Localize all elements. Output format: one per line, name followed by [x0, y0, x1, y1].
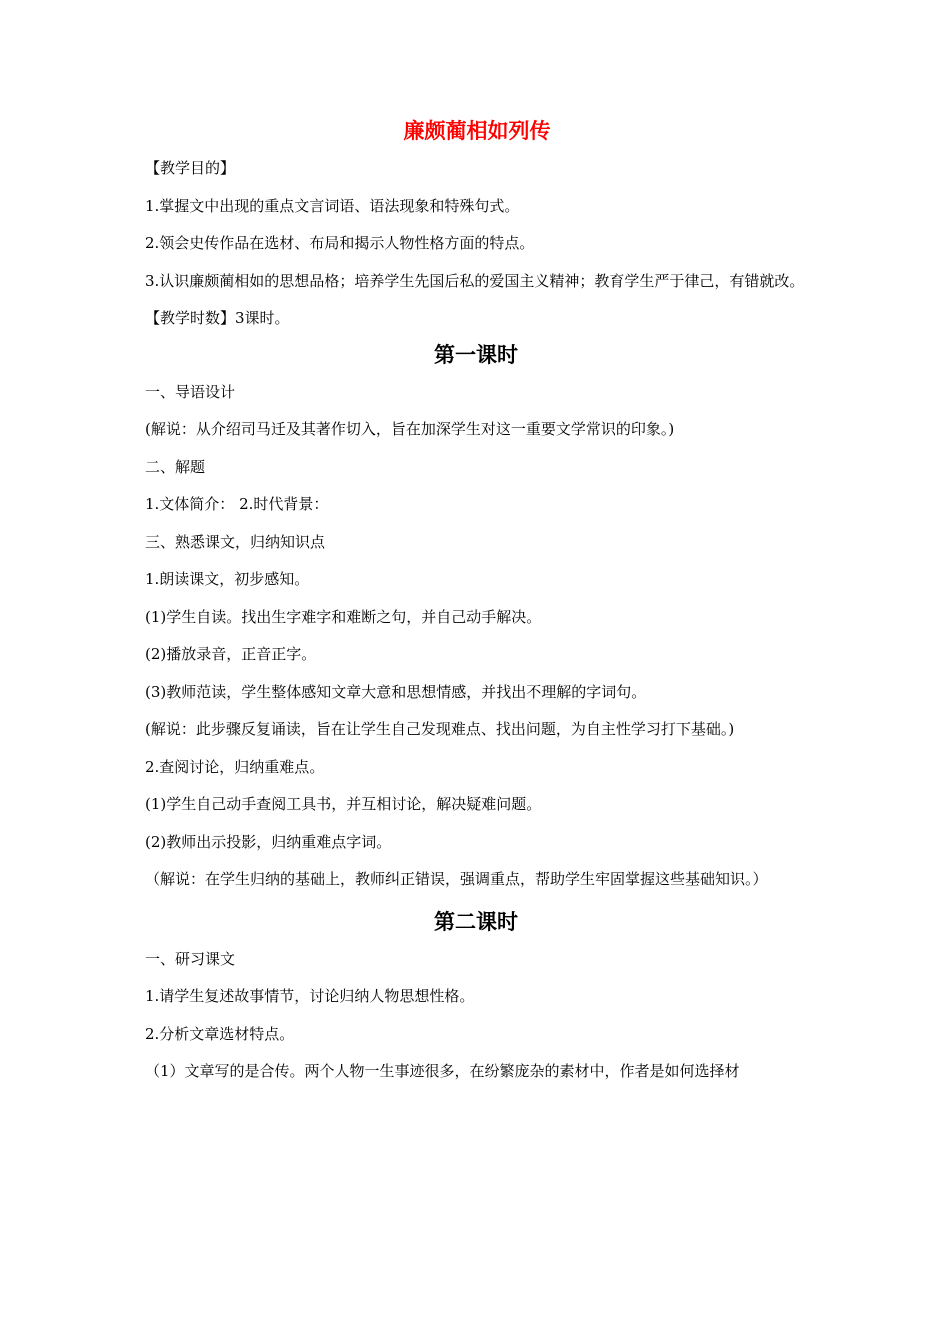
lesson-2-paragraph: 2.分析文章选材特点。	[145, 1024, 295, 1043]
lesson-2-paragraph: （1）文章写的是合传。两个人物一生事迹很多，在纷繁庞杂的素材中，作者是如何选择材	[145, 1062, 740, 1080]
lesson-1-paragraph: (1)学生自己动手查阅工具书，并互相讨论，解决疑难问题。	[145, 795, 542, 813]
document-title: 廉颇蔺相如列传	[403, 118, 551, 143]
lesson-2-paragraph: 1.请学生复述故事情节，讨论归纳人物思想性格。	[145, 987, 475, 1005]
lesson-1-paragraph: 三、熟悉课文，归纳知识点	[145, 532, 326, 551]
goal-item-3: 3.认识廉颇蔺相如的思想品格；培养学生先国后私的爱国主义精神；教育学生严于律己，有错就改。	[145, 271, 805, 290]
lesson-1-paragraph: (2)教师出示投影，归纳重难点字词。	[145, 832, 392, 851]
lesson-1-paragraph: (3)教师范读，学生整体感知文章大意和思想情感，并找出不理解的字词句。	[145, 682, 647, 701]
lesson-1-paragraph: 1.朗读课文，初步感知。	[145, 570, 310, 588]
lesson-1-paragraph: (解说：此步骤反复诵读，旨在让学生自己发现难点、找出问题，为自主性学习打下基础。)	[145, 720, 735, 738]
teaching-goals-header: 【教学目的】	[145, 159, 236, 177]
lesson-1-paragraph: 2.查阅讨论，归纳重难点。	[145, 757, 325, 776]
lesson-1-paragraph: (2)播放录音，正音正字。	[145, 645, 317, 663]
lesson-2-paragraph: 一、研习课文	[145, 949, 236, 968]
document-body	[145, 118, 807, 1091]
lesson-1-heading: 第一课时	[434, 341, 518, 367]
lesson-1-paragraph: 一、导语设计	[145, 382, 236, 401]
lesson-1-paragraph: 二、解题	[145, 457, 206, 476]
lesson-1-paragraph: （解说：在学生归纳的基础上，教师纠正错误，强调重点，帮助学生牢固掌握这些基础知识。）	[145, 870, 768, 888]
teaching-hours: 【教学时数】3课时。	[145, 309, 290, 327]
lesson-1-paragraph: (1)学生自读。找出生字难字和难断之句，并自己动手解决。	[145, 607, 542, 626]
goal-item-2: 2.领会史传作品在选材、布局和揭示人物性格方面的特点。	[145, 234, 535, 252]
lesson-1-paragraph: 1.文体简介： 2.时代背景：	[145, 495, 329, 513]
lesson-2-heading: 第二课时	[434, 908, 518, 934]
goal-item-1: 1.掌握文中出现的重点文言词语、语法现象和特殊句式。	[145, 196, 520, 215]
lesson-1-paragraph: (解说：从介绍司马迁及其著作切入，旨在加深学生对这一重要文学常识的印象。)	[145, 420, 675, 438]
